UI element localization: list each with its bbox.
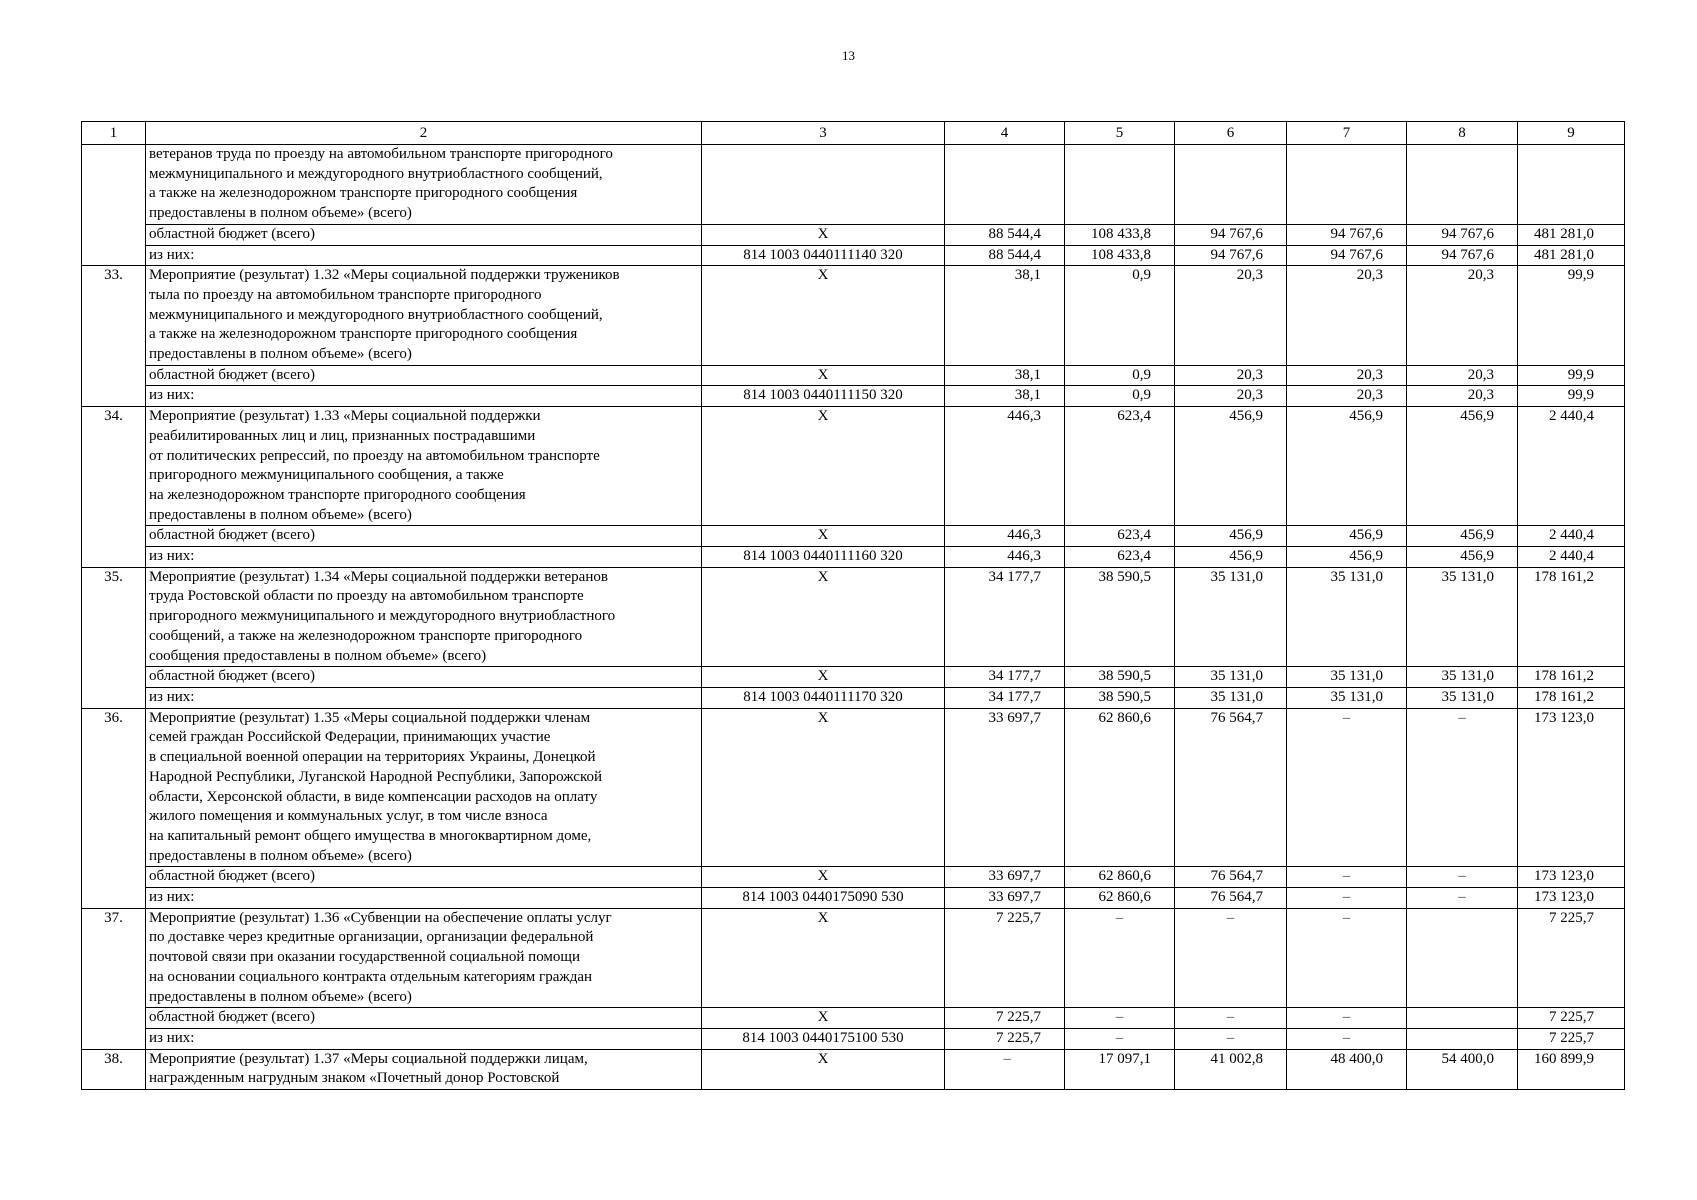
value-cell: 88 544,4	[945, 224, 1065, 245]
value-cell: 456,9	[1407, 407, 1518, 526]
measure-name-line: предоставлены в полном объеме» (всего)	[149, 988, 412, 1005]
budget-code: X	[702, 1049, 945, 1089]
measure-name-line: межмуниципального и междугородного внутриобластного сообщений,	[149, 165, 603, 182]
measure-name-line: пригородного межмуниципального сообщения, а также	[149, 467, 504, 484]
page-number: 13	[842, 48, 855, 63]
table-row-from	[82, 547, 1625, 568]
value-cell: –	[1175, 1028, 1287, 1049]
table-row	[82, 266, 1625, 366]
value-cell: 446,3	[945, 407, 1065, 526]
value-cell: –	[1407, 867, 1518, 888]
table-row-budget	[82, 1008, 1625, 1029]
value-cell: 35 131,0	[1287, 567, 1407, 667]
measure-name-line: семей граждан Российской Федерации, принимающих участие	[149, 729, 551, 746]
value-cell: 35 131,0	[1287, 667, 1407, 688]
value-cell: 62 860,6	[1065, 708, 1175, 867]
value-cell: 7 225,7	[945, 1028, 1065, 1049]
value-cell: 35 131,0	[1407, 667, 1518, 688]
budget-label: областной бюджет (всего)	[146, 526, 702, 547]
value-cell: 446,3	[945, 526, 1065, 547]
header-col-4: 4	[945, 122, 1065, 145]
measure-name-line: тыла по проезду на автомобильном транспорте пригородного	[149, 286, 542, 303]
measure-name	[146, 708, 702, 867]
value-cell: 456,9	[1287, 547, 1407, 568]
header-col-3: 3	[702, 122, 945, 145]
header-col-6: 6	[1175, 122, 1287, 145]
measure-name	[146, 266, 702, 366]
measure-name-line: на железнодорожном транспорте пригородного сообщения	[149, 486, 526, 503]
header-col-2: 2	[146, 122, 702, 145]
value-cell: –	[1407, 888, 1518, 909]
value-cell: –	[1065, 908, 1175, 1008]
value-cell: 456,9	[1175, 547, 1287, 568]
value-cell: 481 281,0	[1518, 224, 1625, 245]
value-cell: 481 281,0	[1518, 245, 1625, 266]
budget-code: X	[702, 1008, 945, 1029]
row-number: 36.	[82, 708, 146, 908]
value-cell: 456,9	[1175, 407, 1287, 526]
value-cell: –	[1287, 1008, 1407, 1029]
table-row-budget	[82, 526, 1625, 547]
value-cell: 99,9	[1518, 365, 1625, 386]
value-cell: 62 860,6	[1065, 867, 1175, 888]
value-cell: 20,3	[1287, 365, 1407, 386]
measure-name-line: межмуниципального и междугородного внутриобластного сообщений,	[149, 306, 603, 323]
value-cell: 35 131,0	[1175, 567, 1287, 667]
value-cell: –	[1287, 708, 1407, 867]
value-cell: 94 767,6	[1407, 245, 1518, 266]
value-cell: –	[1287, 1028, 1407, 1049]
measure-name-line: сообщения предоставлены в полном объеме» (всего)	[149, 647, 487, 664]
measure-name	[146, 145, 702, 225]
value-cell	[945, 145, 1065, 225]
measure-name-line: ветеранов труда по проезду на автомобильном транспорте пригородного	[149, 146, 613, 162]
value-cell	[1407, 1008, 1518, 1029]
value-cell: 108 433,8	[1065, 245, 1175, 266]
value-cell	[1287, 145, 1407, 225]
measure-name-line: жилого помещения и коммунальных услуг, в том числе взноса	[149, 808, 548, 825]
measure-name-line: Мероприятие (результат) 1.37 «Меры социальной поддержки лицам,	[149, 1050, 588, 1067]
header-col-5: 5	[1065, 122, 1175, 145]
value-cell	[1407, 1028, 1518, 1049]
measure-name-line: реабилитированных лиц и лиц, признанных пострадавшими	[149, 427, 536, 444]
value-cell: 160 899,9	[1518, 1049, 1625, 1089]
budget-code: X	[702, 266, 945, 366]
header-col-1: 1	[82, 122, 146, 145]
value-cell: 38,1	[945, 266, 1065, 366]
measure-name-line: предоставлены в полном объеме» (всего)	[149, 506, 412, 523]
measure-name-line: от политических репрессий, по проезду на автомобильном транспорте	[149, 447, 600, 464]
value-cell: 173 123,0	[1518, 888, 1625, 909]
budget-table	[81, 121, 1625, 1090]
value-cell	[1065, 145, 1175, 225]
value-cell: 41 002,8	[1175, 1049, 1287, 1089]
value-cell: –	[1065, 1008, 1175, 1029]
measure-name-line: а также на железнодорожном транспорте пригородного сообщения	[149, 326, 578, 343]
value-cell: 456,9	[1175, 526, 1287, 547]
table-row-budget	[82, 667, 1625, 688]
value-cell: 7 225,7	[945, 1008, 1065, 1029]
row-number: 37.	[82, 908, 146, 1049]
value-cell: 33 697,7	[945, 867, 1065, 888]
value-cell: 0,9	[1065, 266, 1175, 366]
budget-code: 814 1003 0440111150 320	[702, 386, 945, 407]
measure-name-line: Мероприятие (результат) 1.35 «Меры социальной поддержки членам	[149, 709, 591, 726]
header-col-8: 8	[1407, 122, 1518, 145]
budget-code: 814 1003 0440175090 530	[702, 888, 945, 909]
table-row	[82, 1049, 1625, 1089]
measure-name-line: Народной Республики, Луганской Народной Республики, Запорожской	[149, 768, 603, 785]
measure-name-line: Мероприятие (результат) 1.32 «Меры социальной поддержки тружеников	[149, 267, 620, 284]
measure-name-line: сообщений, а также на железнодорожном транспорте пригородного	[149, 627, 583, 644]
value-cell: 48 400,0	[1287, 1049, 1407, 1089]
value-cell: 35 131,0	[1175, 667, 1287, 688]
value-cell: 178 161,2	[1518, 567, 1625, 667]
value-cell	[1518, 145, 1625, 225]
table-row-from	[82, 386, 1625, 407]
budget-code: X	[702, 908, 945, 1008]
value-cell: 76 564,7	[1175, 708, 1287, 867]
value-cell: 34 177,7	[945, 667, 1065, 688]
measure-name-line: а также на железнодорожном транспорте пригородного сообщения	[149, 185, 578, 202]
value-cell: 99,9	[1518, 266, 1625, 366]
measure-name	[146, 407, 702, 526]
value-cell: –	[1065, 1028, 1175, 1049]
value-cell: –	[1175, 908, 1287, 1008]
table-row	[82, 145, 1625, 225]
budget-code: 814 1003 0440111140 320	[702, 245, 945, 266]
value-cell: –	[945, 1049, 1065, 1089]
value-cell: 456,9	[1407, 547, 1518, 568]
measure-name-line: области, Херсонской области, в виде компенсации расходов на оплату	[149, 788, 598, 805]
table-row-from	[82, 888, 1625, 909]
value-cell: 178 161,2	[1518, 687, 1625, 708]
from-label: из них:	[146, 888, 702, 909]
value-cell: 108 433,8	[1065, 224, 1175, 245]
value-cell: 35 131,0	[1407, 687, 1518, 708]
value-cell: 34 177,7	[945, 687, 1065, 708]
value-cell: 178 161,2	[1518, 667, 1625, 688]
budget-label: областной бюджет (всего)	[146, 1008, 702, 1029]
measure-name	[146, 567, 702, 667]
value-cell: 94 767,6	[1287, 224, 1407, 245]
value-cell: 7 225,7	[1518, 1008, 1625, 1029]
value-cell: 623,4	[1065, 407, 1175, 526]
value-cell: 88 544,4	[945, 245, 1065, 266]
table-row	[82, 407, 1625, 526]
table-row-from	[82, 245, 1625, 266]
value-cell: 7 225,7	[1518, 908, 1625, 1008]
budget-code: 814 1003 0440111160 320	[702, 547, 945, 568]
row-number: 38.	[82, 1049, 146, 1089]
measure-name-line: Мероприятие (результат) 1.33 «Меры социальной поддержки	[149, 408, 541, 425]
value-cell: 20,3	[1175, 365, 1287, 386]
value-cell: 17 097,1	[1065, 1049, 1175, 1089]
budget-code: X	[702, 567, 945, 667]
measure-name	[146, 908, 702, 1008]
value-cell: 35 131,0	[1175, 687, 1287, 708]
from-label: из них:	[146, 245, 702, 266]
value-cell: –	[1287, 888, 1407, 909]
value-cell: 38,1	[945, 365, 1065, 386]
value-cell: 35 131,0	[1287, 687, 1407, 708]
value-cell: 20,3	[1175, 266, 1287, 366]
from-label: из них:	[146, 687, 702, 708]
value-cell: 20,3	[1407, 266, 1518, 366]
table-row	[82, 908, 1625, 1008]
value-cell: 456,9	[1287, 526, 1407, 547]
value-cell: 20,3	[1407, 365, 1518, 386]
value-cell: 20,3	[1287, 266, 1407, 366]
value-cell: 62 860,6	[1065, 888, 1175, 909]
value-cell: 0,9	[1065, 386, 1175, 407]
value-cell: 20,3	[1175, 386, 1287, 407]
table-row	[82, 567, 1625, 667]
value-cell: –	[1287, 908, 1407, 1008]
table-row-budget	[82, 867, 1625, 888]
value-cell: 7 225,7	[1518, 1028, 1625, 1049]
value-cell: 99,9	[1518, 386, 1625, 407]
value-cell: 38,1	[945, 386, 1065, 407]
value-cell: 94 767,6	[1175, 224, 1287, 245]
measure-name-line: в специальной военной операции на территориях Украины, Донецкой	[149, 749, 596, 766]
value-cell: 33 697,7	[945, 708, 1065, 867]
value-cell: 33 697,7	[945, 888, 1065, 909]
budget-label: областной бюджет (всего)	[146, 667, 702, 688]
value-cell: 173 123,0	[1518, 708, 1625, 867]
measure-name-line: Мероприятие (результат) 1.34 «Меры социальной поддержки ветеранов	[149, 568, 608, 585]
value-cell: 94 767,6	[1407, 224, 1518, 245]
budget-label: областной бюджет (всего)	[146, 867, 702, 888]
budget-label: областной бюджет (всего)	[146, 224, 702, 245]
value-cell: 456,9	[1407, 526, 1518, 547]
budget-code: X	[702, 667, 945, 688]
budget-code	[702, 145, 945, 225]
row-number	[82, 145, 146, 266]
table-body	[82, 145, 1625, 1090]
measure-name-line: предоставлены в полном объеме» (всего)	[149, 346, 412, 363]
value-cell: 2 440,4	[1518, 547, 1625, 568]
budget-label: областной бюджет (всего)	[146, 365, 702, 386]
value-cell: 623,4	[1065, 547, 1175, 568]
measure-name-line: на капитальный ремонт общего имущества в многоквартирном доме,	[149, 827, 592, 844]
measure-name-line: на основании социального контракта отдельным категориям граждан	[149, 968, 593, 985]
from-label: из них:	[146, 386, 702, 407]
value-cell: 76 564,7	[1175, 888, 1287, 909]
measure-name-line: предоставлены в полном объеме» (всего)	[149, 205, 412, 222]
value-cell: 94 767,6	[1287, 245, 1407, 266]
value-cell: 54 400,0	[1407, 1049, 1518, 1089]
table-row-budget	[82, 365, 1625, 386]
row-number: 33.	[82, 266, 146, 407]
value-cell: 94 767,6	[1175, 245, 1287, 266]
value-cell: 38 590,5	[1065, 567, 1175, 667]
budget-code: X	[702, 407, 945, 526]
measure-name	[146, 1049, 702, 1089]
measure-name-line: награжденным нагрудным знаком «Почетный донор Ростовской	[149, 1070, 560, 1087]
from-label: из них:	[146, 547, 702, 568]
header-col-7: 7	[1287, 122, 1407, 145]
value-cell: 38 590,5	[1065, 667, 1175, 688]
value-cell	[1407, 145, 1518, 225]
header-row	[82, 122, 1625, 145]
budget-code: X	[702, 224, 945, 245]
value-cell: –	[1287, 867, 1407, 888]
value-cell: 623,4	[1065, 526, 1175, 547]
measure-name-line: Мероприятие (результат) 1.36 «Субвенции на обеспечение оплаты услуг	[149, 909, 612, 926]
value-cell	[1407, 908, 1518, 1008]
budget-code: X	[702, 867, 945, 888]
table-row-from	[82, 687, 1625, 708]
table-row	[82, 708, 1625, 867]
header-col-9: 9	[1518, 122, 1625, 145]
table-row-from	[82, 1028, 1625, 1049]
value-cell: 173 123,0	[1518, 867, 1625, 888]
budget-code: 814 1003 0440175100 530	[702, 1028, 945, 1049]
row-number: 34.	[82, 407, 146, 568]
value-cell: 35 131,0	[1407, 567, 1518, 667]
measure-name-line: предоставлены в полном объеме» (всего)	[149, 847, 412, 864]
budget-code: X	[702, 365, 945, 386]
table-row-budget	[82, 224, 1625, 245]
value-cell: 20,3	[1407, 386, 1518, 407]
value-cell: 76 564,7	[1175, 867, 1287, 888]
value-cell: 38 590,5	[1065, 687, 1175, 708]
value-cell: 0,9	[1065, 365, 1175, 386]
budget-code: 814 1003 0440111170 320	[702, 687, 945, 708]
measure-name-line: почтовой связи при оказании государственной социальной помощи	[149, 949, 580, 966]
value-cell: 2 440,4	[1518, 526, 1625, 547]
value-cell: 34 177,7	[945, 567, 1065, 667]
value-cell: 7 225,7	[945, 908, 1065, 1008]
value-cell: 2 440,4	[1518, 407, 1625, 526]
budget-code: X	[702, 708, 945, 867]
value-cell: –	[1175, 1008, 1287, 1029]
value-cell: 20,3	[1287, 386, 1407, 407]
from-label: из них:	[146, 1028, 702, 1049]
measure-name-line: по доставке через кредитные организации, организации федеральной	[149, 929, 594, 946]
measure-name-line: труда Ростовской области по проезду на автомобильном транспорте	[149, 588, 584, 605]
value-cell: 446,3	[945, 547, 1065, 568]
value-cell: 456,9	[1287, 407, 1407, 526]
row-number: 35.	[82, 567, 146, 708]
value-cell	[1175, 145, 1287, 225]
budget-code: X	[702, 526, 945, 547]
value-cell: –	[1407, 708, 1518, 867]
measure-name-line: пригородного межмуниципального и междугородного внутриобластного	[149, 608, 616, 625]
